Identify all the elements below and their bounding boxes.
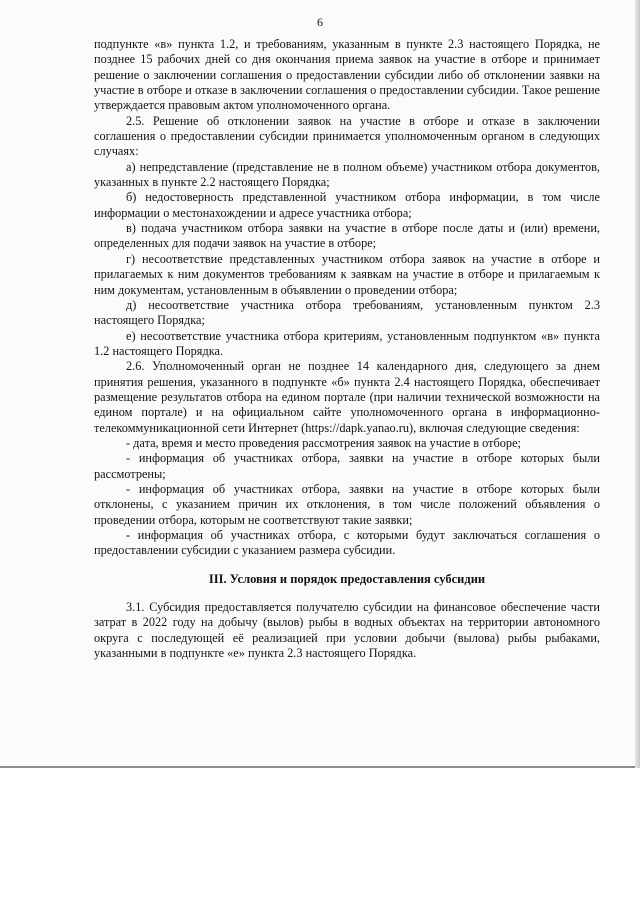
list-item-b: б) недостоверность представленной участником отбора информации, в том числе информации о местонахождении и адресе участника отбора; — [94, 190, 600, 220]
bullet-item-1: - дата, время и место проведения рассмотрения заявок на участие в отборе; — [126, 435, 521, 450]
scan-shadow-edge — [635, 0, 640, 768]
list-item-e: е) несоответствие участника отбора критериям, установленным подпунктом «в» пункта 1.2 настоящего Порядка. — [94, 328, 600, 358]
list-item-g: г) несоответствие представленных участником отбора заявок на участие в отборе и прилагаемых к ним документов требованиям к заявкам на участие в отборе и прилагаемым к ним документам, установленным в объявлении о проведении отбора; — [94, 251, 600, 297]
document-body — [94, 37, 600, 661]
list-item-a: а) непредставление (представление не в полном объеме) участником отбора документов, указанных в пункте 2.2 настоящего Порядка; — [94, 159, 600, 190]
page-number: 6 — [317, 15, 323, 29]
list-item-d: д) несоответствие участника отбора требованиям, установленным пунктом 2.3 настоящего Порядка; — [94, 297, 600, 328]
paragraph-2-6: 2.6. Уполномоченный орган не позднее 14 календарного дня, следующего за днем принятия решения, указанного в подпункте «б» пункта 2.4 настоящего Порядка, обеспечивает размещение результатов отбора на едином портале (при наличии технической возможности на едином портале) и на официальном сайте уполномоченного органа в информационно-телекоммуникационной сети Интернет (https://dapk.yanao.ru), включая следующие сведения: — [94, 359, 600, 435]
bullet-item-3: - информация об участниках отбора, заявки на участие в отборе которых были отклонены, с указанием причин их отклонения, в том числе положений объявления о проведении отбора, которым не соответствуют такие заявки; — [94, 481, 600, 527]
paragraph-3-1: 3.1. Субсидия предоставляется получателю субсидии на финансовое обеспечение части затрат в 2022 году на добычу (вылов) рыбы в водных объектах на территории автономного округа с последующей её реализацией при условии добычи (вылова) рыбы рыбаками, указанными в подпункте «е» пункта 2.3 настоящего Порядка. — [94, 600, 600, 661]
list-item-v: в) подача участником отбора заявки на участие в отборе после даты и (или) времени, определенных для подачи заявок на участие в отборе; — [94, 221, 600, 251]
section-title: III. Условия и порядок предоставления субсидии — [208, 571, 486, 586]
paragraph-continuation: подпункте «в» пункта 1.2, и требованиям, указанным в пункте 2.3 настоящего Порядка, не позднее 15 рабочих дней со дня окончания приема заявок на участие в отборе и принимает решение о заключении соглашения о предоставлении субсидии либо об отклонении заявки на участие в отборе и отказе в заключении соглашения о предоставлении субсидии. Такое решение утверждается правовым актом уполномоченного органа. — [94, 37, 600, 113]
paragraph-2-5: 2.5. Решение об отклонении заявок на участие в отборе и отказе в заключении соглашения о предоставлении субсидии принимается уполномоченным органом в следующих случаях: — [94, 113, 600, 159]
bullet-item-2: - информация об участниках отбора, заявки на участие в отборе которых были рассмотрены; — [94, 451, 600, 481]
bullet-item-4: - информация об участниках отбора, с которыми будут заключаться соглашения о предоставлении субсидии с указанием размера субсидии. — [94, 528, 600, 558]
